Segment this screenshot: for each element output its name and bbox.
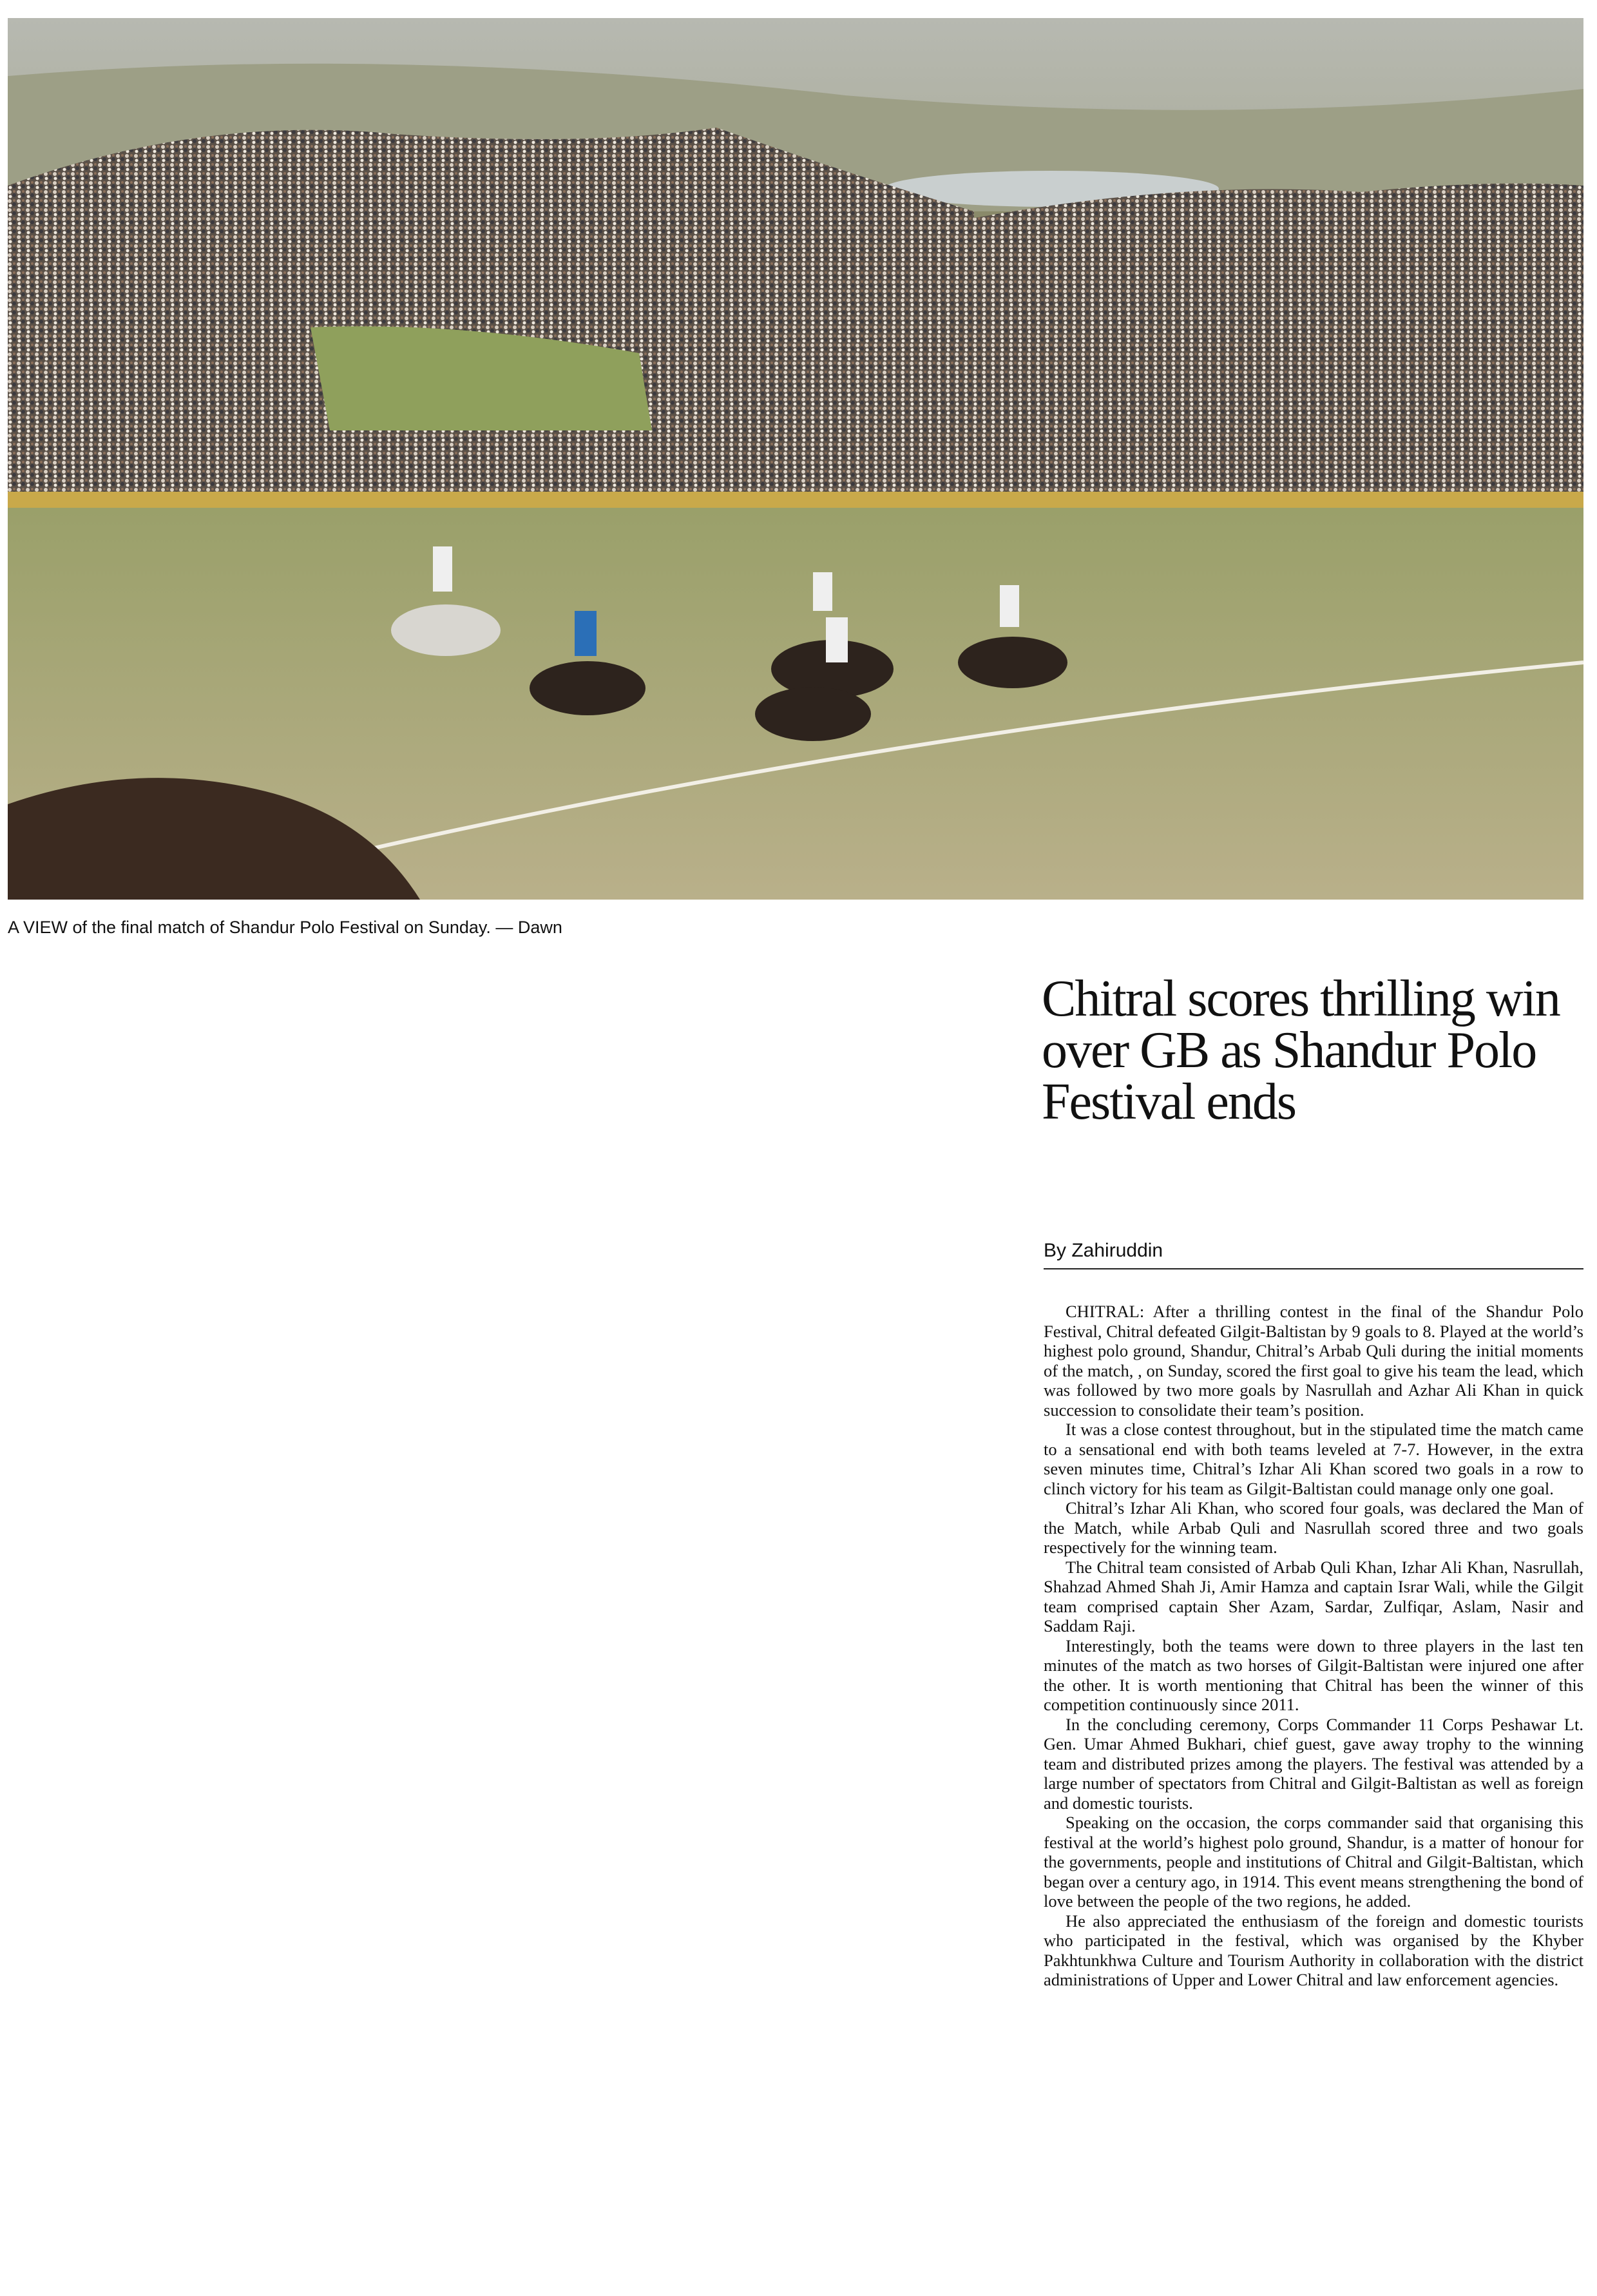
byline-divider [1044, 1268, 1583, 1269]
news-photo [8, 18, 1583, 900]
paragraph: He also appreciated the enthusiasm of the foreign and domestic tourists who participated in the festival, which was organised by the Khyber Pakhtunkhwa Culture and Tourism Authority in collaboration with the district administrations of Upper and Lower Chitral and law enforcement agencies. [1044, 1911, 1583, 1989]
paragraph: Speaking on the occasion, the corps commander said that organising this festival at the world’s highest polo ground, Shandur, is a matter of honour for the governments, people and institutions of Chitral and Gilgit-Baltistan, which began over a century ago, in 1914. This event means strengthening the bond of love between the people of the two regions, he added. [1044, 1813, 1583, 1911]
paragraph: Interestingly, both the teams were down to three players in the last ten minutes of the match as two horses of Gilgit-Baltistan were injured one after the other. It is worth mentioning that Chitral has been the winner of this competition continuously since 2011. [1044, 1635, 1583, 1714]
paragraph: In the concluding ceremony, Corps Commander 11 Corps Peshawar Lt. Gen. Umar Ahmed Bukhari, chief guest, gave away trophy to the winning team and distributed prizes among the players. The festival was attended by a large number of spectators from Chitral and Gilgit-Baltistan as well as foreign and domestic tourists. [1044, 1714, 1583, 1813]
paragraph: The Chitral team consisted of Arbab Quli Khan, Izhar Ali Khan, Nasrullah, Shahzad Ahmed Shah Ji, Amir Hamza and captain Israr Wali, while the Gilgit team comprised captain Sher Azam, Sardar, Zulfiqar, Aslam, Nasir and Saddam Raji. [1044, 1557, 1583, 1635]
polo-match-photo [8, 18, 1583, 900]
article-body [1044, 1302, 1583, 1990]
headline: Chitral scores thrilling win over GB as Shandur Polo Festival ends [1042, 970, 1560, 1130]
byline: By Zahiruddin [1044, 1240, 1163, 1261]
paragraph: CHITRAL: After a thrilling contest in the final of the Shandur Polo Festival, Chitral defeated Gilgit-Baltistan by 9 goals to 8. Played at the world’s highest polo ground, Shandur, Chitral’s Arbab Quli during the initial moments of the match, , on Sunday, scored the first goal to give his team the lead, which was followed by two more goals by Nasrullah and Azhar Ali Khan in quick succession to consolidate their team’s position. [1044, 1302, 1583, 1420]
paragraph: It was a close contest throughout, but in the stipulated time the match came to a sensational end with both teams leveled at 7-7. However, in the extra seven minutes time, Chitral’s Izhar Ali Khan scored two goals in a row to clinch victory for his team as Gilgit-Baltistan could manage only one goal. [1044, 1420, 1583, 1498]
photo-caption: A VIEW of the final match of Shandur Polo Festival on Sunday. — Dawn [8, 918, 562, 937]
paragraph: Chitral’s Izhar Ali Khan, who scored four goals, was declared the Man of the Match, while Arbab Quli and Nasrullah scored three and two goals respectively for the winning team. [1044, 1498, 1583, 1557]
